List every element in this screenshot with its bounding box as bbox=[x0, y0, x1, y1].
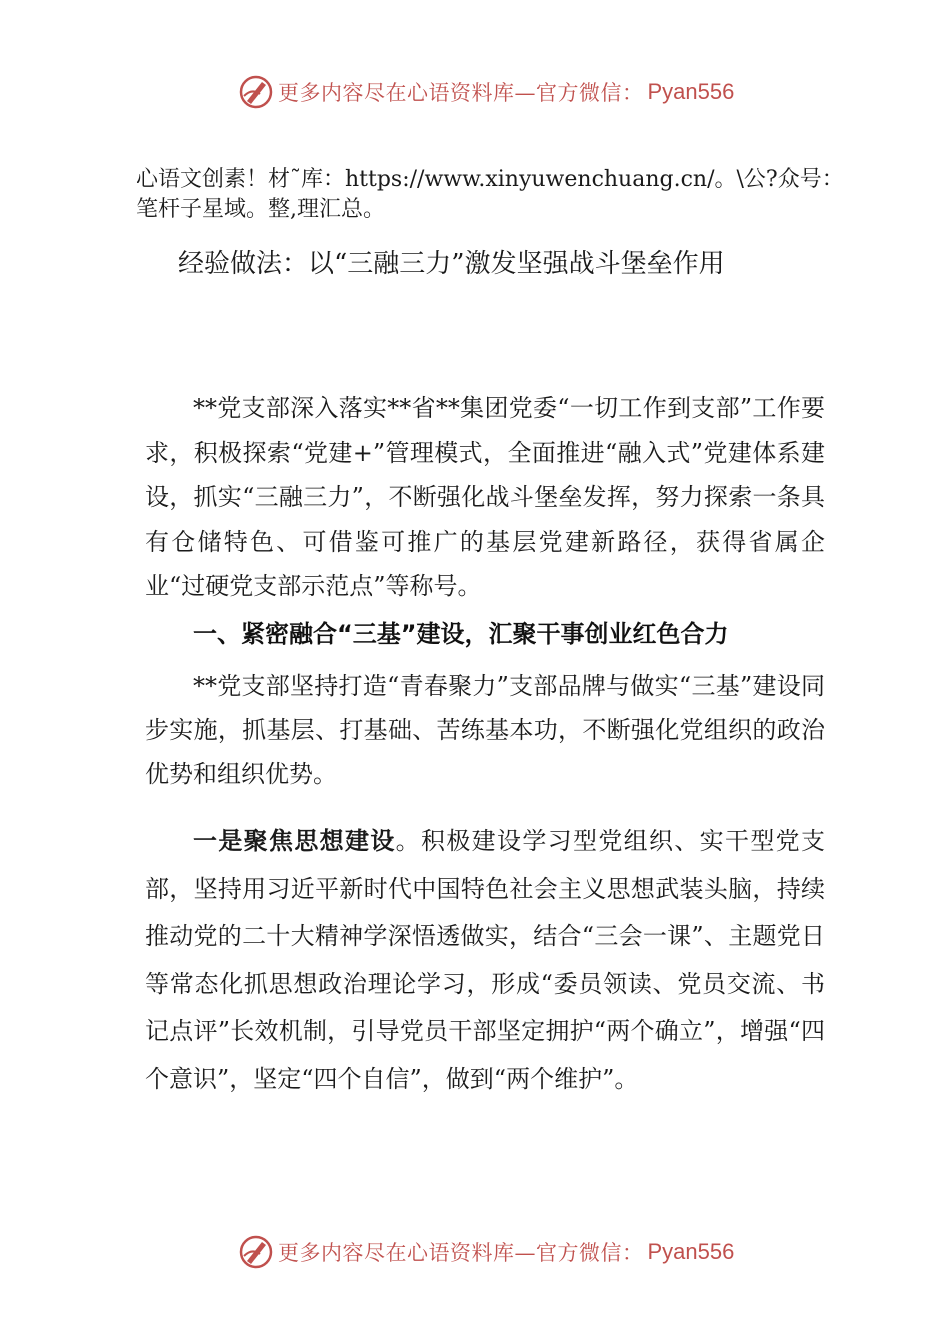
watermark-text: 更多内容尽在心语资料库—官方微信： bbox=[278, 1241, 644, 1265]
footer-watermark bbox=[238, 1232, 734, 1272]
point-paragraph bbox=[145, 818, 825, 1103]
pen-logo-icon bbox=[238, 74, 274, 110]
point-lead: 一是聚焦思想建设 bbox=[193, 827, 396, 855]
watermark-text: 更多内容尽在心语资料库—官方微信： bbox=[278, 81, 644, 105]
intro-paragraph: **党支部深入落实**省**集团党委“一切工作到支部”工作要求，积极探索“党建+”管理模式，全面推进“融入式”党建体系建设，抓实“三融三力”，不断强化战斗堡垒发挥，努力探索一条具有仓储特色、可借鉴可推广的基层党建新路径，获得省属企业“过硬党支部示范点”等称号。 bbox=[145, 394, 825, 600]
point-body: 。积极建设学习型党组织、实干型党支部，坚持用习近平新时代中国特色社会主义思想武装头脑，持续推动党的二十大精神学深悟透做实，结合“三会一课”、主题党日等常态化抓思想政治理论学习，形成“委员领读、党员交流、书记点评”长效机制，引导党员干部坚定拥护“两个确立”，增强“四个意识”，坚定“四个自信”，做到“两个维护”。 bbox=[145, 827, 826, 1093]
section-heading: 一、紧密融合“三基”建设，汇聚干事创业红色合力 bbox=[193, 620, 729, 648]
source-note: 心语文创素！材˜库：https://www.xinyuwenchuang.cn/。\公?众号：笔杆子星域。整,理汇总。 bbox=[136, 167, 844, 222]
header-watermark bbox=[238, 72, 734, 112]
pen-logo-icon bbox=[238, 1234, 274, 1270]
watermark-account: Pyan556 bbox=[647, 1239, 735, 1264]
section-body-paragraph: **党支部坚持打造“青春聚力”支部品牌与做实“三基”建设同步实施，抓基层、打基础、苦练基本功，不断强化党组织的政治优势和组织优势。 bbox=[145, 672, 825, 788]
document-title: 经验做法：以“三融三力”激发坚强战斗堡垒作用 bbox=[178, 249, 725, 279]
watermark-account: Pyan556 bbox=[647, 79, 735, 104]
